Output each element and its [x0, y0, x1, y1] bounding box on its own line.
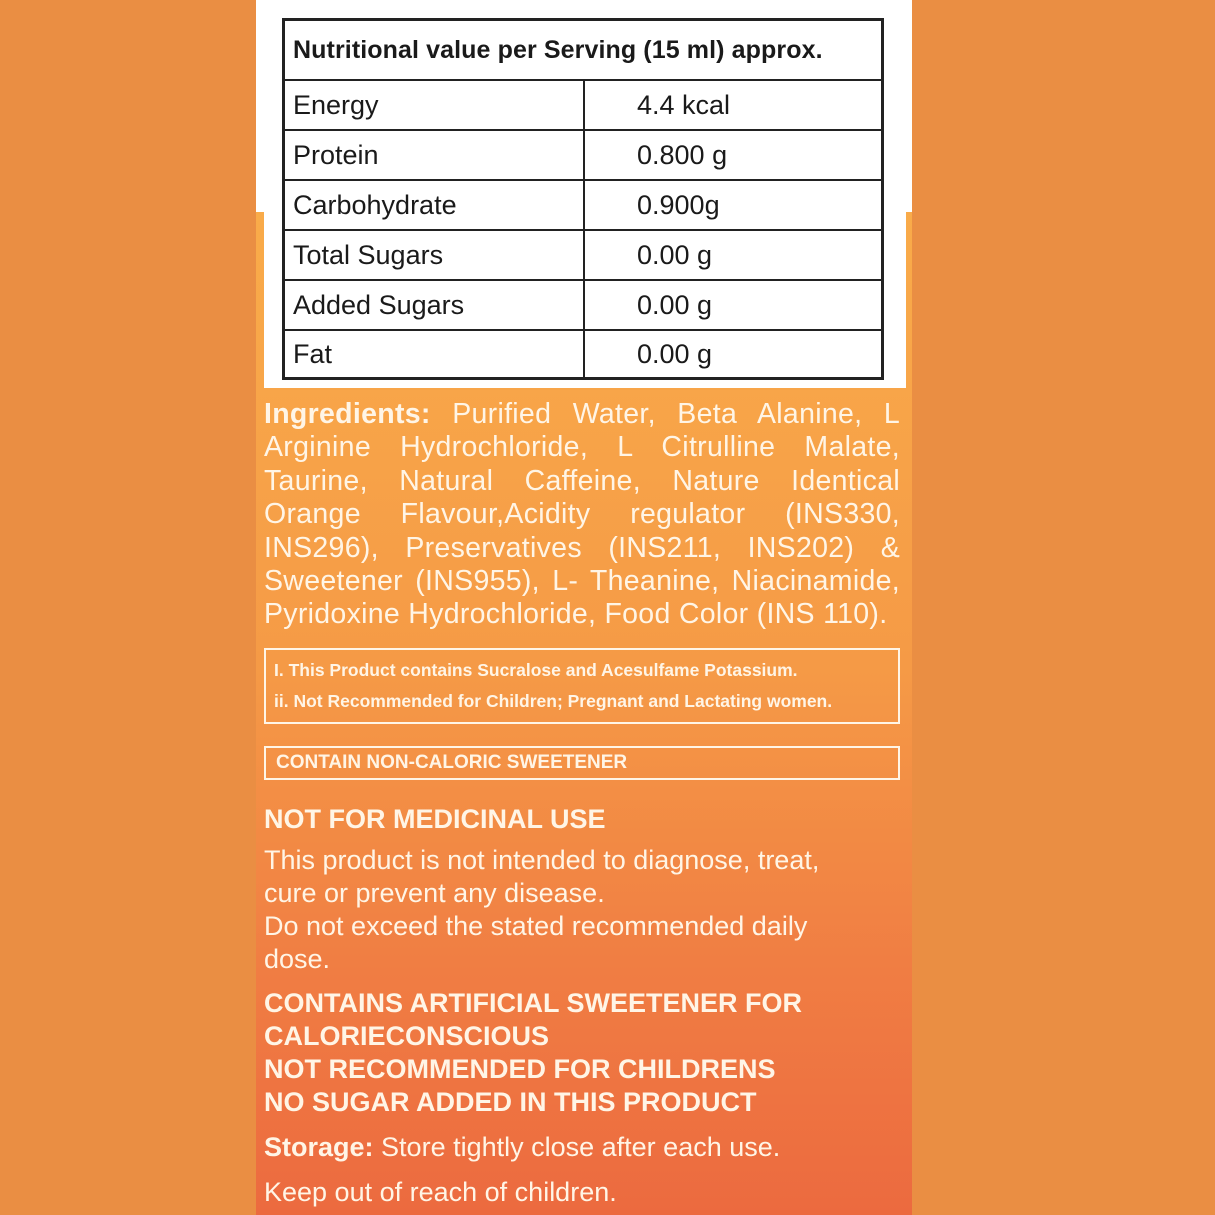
nutrition-label: Fat	[285, 331, 585, 377]
nutrition-label: Protein	[285, 131, 585, 179]
nutrition-row-protein	[285, 131, 881, 181]
nutrition-row-added-sugars	[285, 281, 881, 331]
storage-label: Storage:	[264, 1132, 374, 1162]
nutrition-label: Carbohydrate	[285, 181, 585, 229]
warnings-box	[264, 648, 900, 724]
sweetener-notice-box	[264, 746, 900, 780]
nutrition-table	[282, 18, 884, 380]
nutrition-value: 0.00 g	[637, 239, 713, 270]
nutrition-label: Added Sugars	[285, 281, 585, 329]
nutrition-header: Nutritional value per Serving (15 ml) approx.	[285, 21, 881, 81]
label-panel	[256, 0, 912, 1215]
notice-line-3: NOT RECOMMENDED FOR CHILDRENS	[264, 1054, 776, 1084]
nutrition-value: 4.4 kcal	[637, 89, 731, 120]
nutrition-value: 0.800 g	[637, 139, 728, 170]
nutrition-value: 0.00 g	[637, 338, 713, 369]
medicinal-line-4: dose.	[264, 944, 331, 974]
warning-item-2: ii. Not Recommended for Children; Pregnant and Lactating women.	[274, 691, 833, 711]
notice-line-2: CALORIECONSCIOUS	[264, 1021, 550, 1051]
keep-out-of-reach: Keep out of reach of children.	[264, 1177, 617, 1207]
nutrition-row-carbohydrate	[285, 181, 881, 231]
nutrition-label: Energy	[285, 81, 585, 129]
medicinal-line-2: cure or prevent any disease.	[264, 878, 605, 908]
sweetener-notice-text: CONTAIN NON-CALORIC SWEETENER	[276, 752, 628, 773]
storage-line	[264, 1132, 780, 1163]
storage-text: Store tightly close after each use.	[381, 1132, 781, 1162]
nutrition-row-fat	[285, 331, 881, 377]
nutrition-row-total-sugars	[285, 231, 881, 281]
medicinal-line-1: This product is not intended to diagnose, treat,	[264, 845, 820, 875]
notice-line-1: CONTAINS ARTIFICIAL SWEETENER FOR	[264, 988, 802, 1018]
ingredients-paragraph	[264, 398, 900, 632]
nutrition-value: 0.00 g	[637, 289, 713, 320]
ingredients-text: Purified Water, Beta Alanine, L Arginine Hydrochloride, L Citrulline Malate, Taurine, Natural Caffeine, Nature Identical Orange Flavour,Acidity regulator (INS330, INS296), Preservatives (INS211, INS202) & Sweetener (INS955), L- Theanine, Niacinamide, Pyridoxine Hydrochloride, Food Color (INS 110).	[264, 398, 901, 631]
medicinal-heading: NOT FOR MEDICINAL USE	[264, 804, 606, 834]
nutrition-row-energy	[285, 81, 881, 131]
medicinal-line-3: Do not exceed the stated recommended daily	[264, 911, 808, 941]
notice-line-4: NO SUGAR ADDED IN THIS PRODUCT	[264, 1087, 757, 1117]
ingredients-label: Ingredients:	[264, 398, 431, 430]
nutrition-value: 0.900g	[637, 189, 720, 220]
warning-item-1: I. This Product contains Sucralose and Acesulfame Potassium.	[274, 660, 798, 680]
nutrition-label: Total Sugars	[285, 231, 585, 279]
